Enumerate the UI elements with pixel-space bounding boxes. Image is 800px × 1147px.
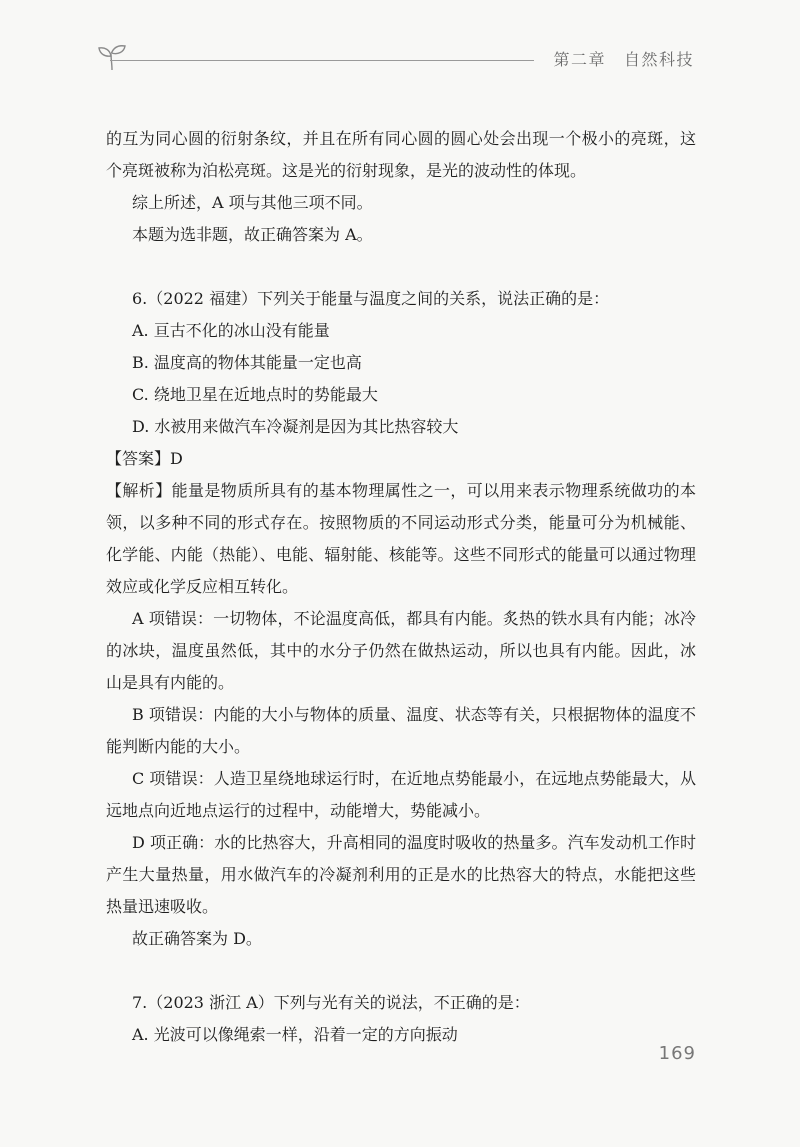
answer-value: D — [170, 449, 183, 468]
analysis-text: 能量是物质所具有的基本物理属性之一，可以用来表示物理系统做功的本领，以多种不同的形式存在。按照物质的不同运动形式分类，能量可分为机械能、化学能、内能（热能）、电能、辐射能、核能等。这些不同形式的能量可以通过物理效应或化学反应相互转化。 — [106, 481, 696, 596]
header-rule — [110, 60, 534, 61]
chapter-title — [553, 47, 694, 70]
page-body — [106, 123, 696, 1051]
question-6-item-c: C 项错误：人造卫星绕地球运行时，在近地点势能最小，在远地点势能最大，从远地点向近地点运行的过程中，动能增大，势能减小。 — [106, 769, 696, 820]
question-7-stem: 7.（2023 浙江 A）下列与光有关的说法，不正确的是： — [132, 993, 530, 1012]
question-6-item-a: A 项错误：一切物体，不论温度高低，都具有内能。炙热的铁水具有内能；冰冷的冰块，温度虽然低，其中的水分子仍然在做热运动，所以也具有内能。因此，冰山是具有内能的。 — [106, 609, 696, 692]
question-6-item-b: B 项错误：内能的大小与物体的质量、温度、状态等有关，只根据物体的温度不能判断内能的大小。 — [106, 705, 696, 756]
analysis-label: 【解析】 — [106, 481, 172, 500]
question-6-option-b: B. 温度高的物体其能量一定也高 — [132, 353, 362, 372]
paragraph-answer: 本题为选非题，故正确答案为 A。 — [132, 225, 373, 244]
section-title: 自然科技 — [623, 50, 694, 69]
page-number: 169 — [658, 1043, 696, 1064]
question-6-option-d: D. 水被用来做汽车冷凝剂是因为其比热容较大 — [132, 417, 459, 436]
question-6-analysis — [106, 475, 696, 603]
paragraph-continued: 的互为同心圆的衍射条纹，并且在所有同心圆的圆心处会出现一个极小的亮斑，这个亮斑被称为泊松亮斑。这是光的衍射现象，是光的波动性的体现。 — [106, 129, 696, 180]
chapter-number: 第二章 — [553, 50, 606, 69]
page-header — [0, 0, 800, 80]
question-7-option-a: A. 光波可以像绳索一样，沿着一定的方向振动 — [132, 1025, 458, 1044]
question-6-conclusion: 故正确答案为 D。 — [132, 929, 262, 948]
sprout-icon — [96, 42, 128, 72]
question-6-stem: 6.（2022 福建）下列关于能量与温度之间的关系，说法正确的是： — [132, 289, 610, 308]
answer-label: 【答案】 — [106, 449, 171, 468]
question-6-item-d: D 项正确：水的比热容大，升高相同的温度时吸收的热量多。汽车发动机工作时产生大量热量，用水做汽车的冷凝剂利用的正是水的比热容大的特点，水能把这些热量迅速吸收。 — [106, 833, 696, 916]
question-6-option-a: A. 亘古不化的冰山没有能量 — [132, 321, 330, 340]
question-6-option-c: C. 绕地卫星在近地点时的势能最大 — [132, 385, 378, 404]
paragraph-summary: 综上所述，A 项与其他三项不同。 — [132, 193, 373, 212]
question-6-answer — [106, 443, 696, 475]
